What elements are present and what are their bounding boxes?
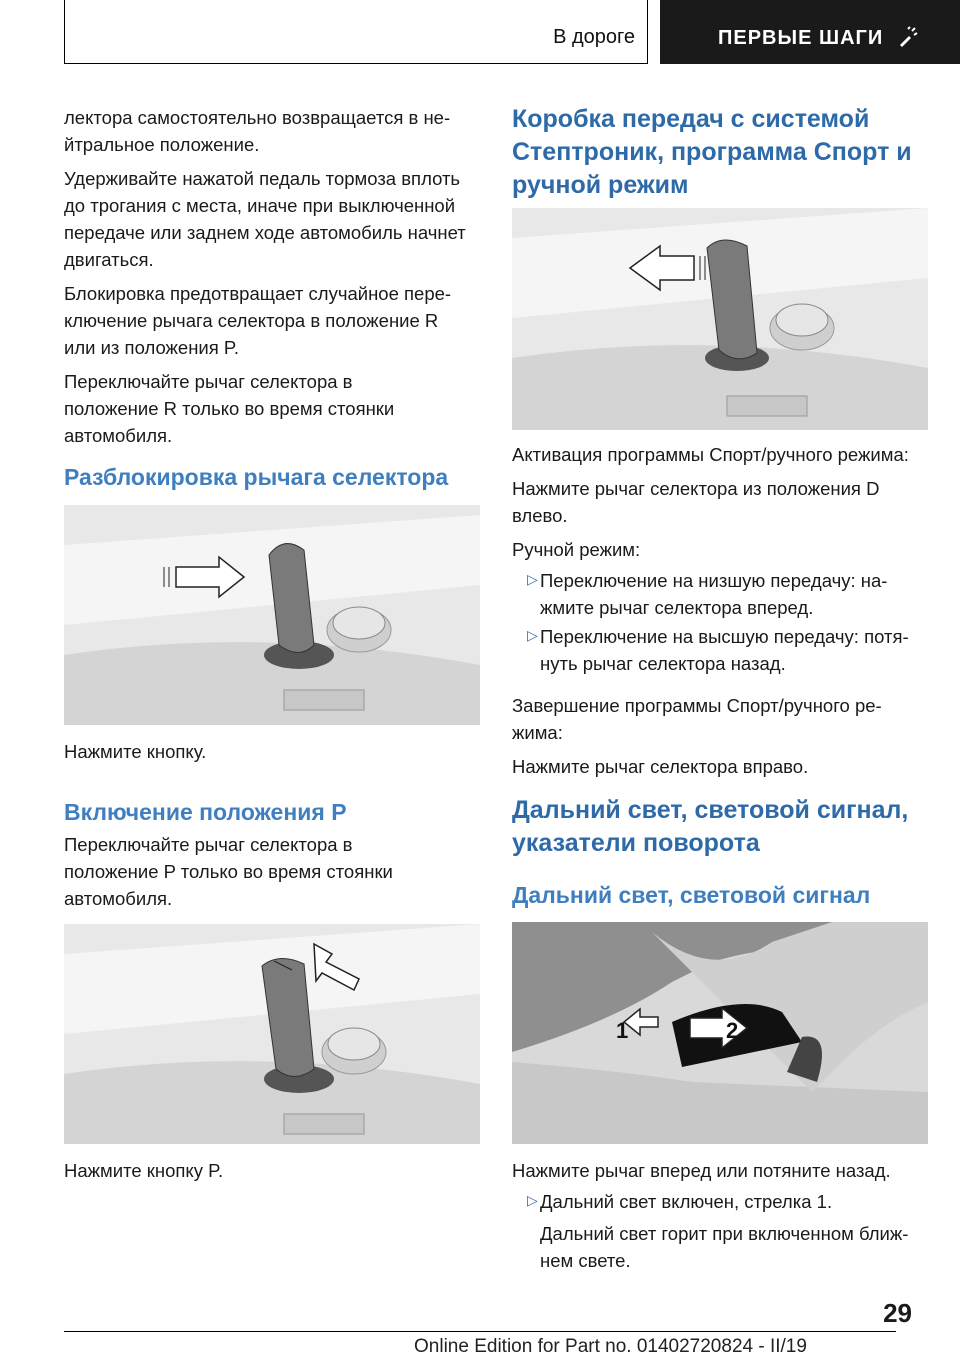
paragraph-line: Переключайте рычаг селектора в — [64, 834, 353, 855]
sport-mode-illustration — [512, 208, 928, 430]
stalk-arrow-label-1: 1 — [616, 1018, 629, 1043]
paragraph-line: положение R только во время стоянки — [64, 398, 395, 419]
paragraph-line: Удерживайте нажатой педаль тормоза вплоть — [64, 168, 461, 189]
heading-steptronic-line3: ручной режим — [512, 171, 689, 199]
paragraph-line: лектора самостоятельно возвращается в не- — [64, 107, 451, 128]
header-section-tab — [64, 0, 648, 64]
heading-steptronic-line2: Стептроник, программа Спорт и — [512, 138, 912, 166]
paragraph-line: ключение рычага селектора в положение R — [64, 310, 439, 331]
list-item-line: Дальний свет включен, стрелка 1. — [540, 1191, 833, 1212]
page-number: 29 — [883, 1298, 912, 1328]
heading-high-beam-sub: Дальний свет, световой сигнал — [512, 882, 871, 908]
paragraph-line: автомобиля. — [64, 425, 173, 446]
bullet-icon: ▷ — [527, 1192, 538, 1208]
heading-steptronic-line1: Коробка передач с системой — [512, 105, 870, 133]
stalk-arrow-label-2: 2 — [726, 1018, 739, 1043]
footer-edition: Online Edition for Part no. 01402720824 - II/19 — [414, 1336, 807, 1357]
paragraph-line: или из положения P. — [64, 337, 240, 358]
header-chapter-tab — [660, 0, 960, 64]
bullet-icon: ▷ — [527, 627, 538, 643]
paragraph-line: Завершение программы Спорт/ручного ре- — [512, 695, 882, 716]
paragraph-line: Нажмите рычаг вперед или потяните назад. — [512, 1160, 891, 1181]
header-chapter-label: ПЕРВЫЕ ШАГИ — [718, 27, 884, 49]
heading-engage-park: Включение положения P — [64, 799, 347, 825]
list-item-line: Переключение на низшую передачу: на- — [540, 570, 888, 591]
high-beam-stalk-illustration — [512, 922, 928, 1144]
header-section-label: В дороге — [553, 26, 635, 48]
paragraph-line: йтральное положение. — [64, 134, 260, 155]
list-item-line: Дальний свет горит при включенном ближ- — [540, 1223, 909, 1244]
paragraph-line: положение P только во время стоянки — [64, 861, 393, 882]
paragraph-line: автомобиля. — [64, 888, 173, 909]
paragraph-line: жима: — [512, 722, 563, 743]
list-item-line: жмите рычаг селектора вперед. — [540, 597, 814, 618]
paragraph-line: двигаться. — [64, 249, 154, 270]
paragraph-line: Ручной режим: — [512, 539, 641, 560]
park-button-illustration — [64, 924, 480, 1144]
paragraph-line: передаче или заднем ходе автомобиль начнет — [64, 222, 466, 243]
list-item-line: нем свете. — [540, 1250, 631, 1271]
heading-unlock-selector: Разблокировка рычага селектора — [64, 464, 449, 490]
paragraph-line: Нажмите рычаг селектора из положения D — [512, 478, 880, 499]
bullet-icon: ▷ — [527, 571, 538, 587]
selector-unlock-illustration — [64, 505, 480, 725]
paragraph-line: Нажмите рычаг селектора вправо. — [512, 756, 809, 777]
paragraph-line: влево. — [512, 505, 568, 526]
caption-press-button: Нажмите кнопку. — [64, 741, 207, 762]
heading-high-beam-line1: Дальний свет, световой сигнал, — [512, 796, 909, 824]
footer-divider — [64, 1331, 896, 1332]
paragraph-line: Переключайте рычаг селектора в — [64, 371, 353, 392]
car-key-icon — [896, 25, 920, 49]
caption-press-p-button: Нажмите кнопку P. — [64, 1160, 224, 1181]
heading-high-beam-line2: указатели поворота — [512, 829, 760, 857]
paragraph-line: Блокировка предотвращает случайное пере- — [64, 283, 452, 304]
list-item-line: Переключение на высшую передачу: потя- — [540, 626, 909, 647]
paragraph-line: до трогания с места, иначе при выключенной — [64, 195, 456, 216]
paragraph-line: Активация программы Спорт/ручного режима: — [512, 444, 909, 465]
list-item-line: нуть рычаг селектора назад. — [540, 653, 786, 674]
